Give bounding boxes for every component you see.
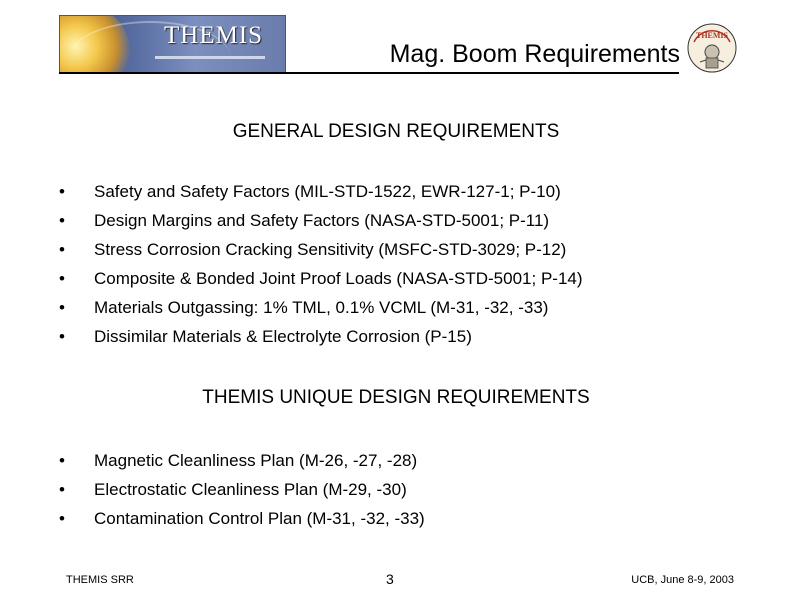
- themis-banner-image: [59, 15, 286, 73]
- spacecraft-graphic: [155, 56, 265, 59]
- page-number: 3: [386, 571, 394, 587]
- unique-requirements-heading: THEMIS UNIQUE DESIGN REQUIREMENTS: [202, 387, 590, 408]
- bullet: •: [59, 211, 65, 230]
- themis-logo-icon: [686, 22, 738, 74]
- bullet: •: [59, 240, 65, 259]
- banner-wordmark: THEMIS: [164, 22, 264, 49]
- header-divider: [59, 72, 679, 74]
- bullet: •: [59, 451, 65, 470]
- bullet: •: [59, 269, 65, 288]
- bullet: •: [59, 298, 65, 317]
- footer-event: THEMIS SRR: [66, 574, 134, 586]
- logo-text: THEMIS: [695, 31, 729, 40]
- footer-date: UCB, June 8-9, 2003: [631, 574, 734, 586]
- bullet: •: [59, 327, 65, 346]
- bullet: •: [59, 509, 65, 528]
- bullet: •: [59, 480, 65, 499]
- general-requirements-heading: GENERAL DESIGN REQUIREMENTS: [232, 121, 560, 142]
- page-title: Mag. Boom Requirements: [389, 40, 680, 68]
- bullet: •: [59, 182, 65, 201]
